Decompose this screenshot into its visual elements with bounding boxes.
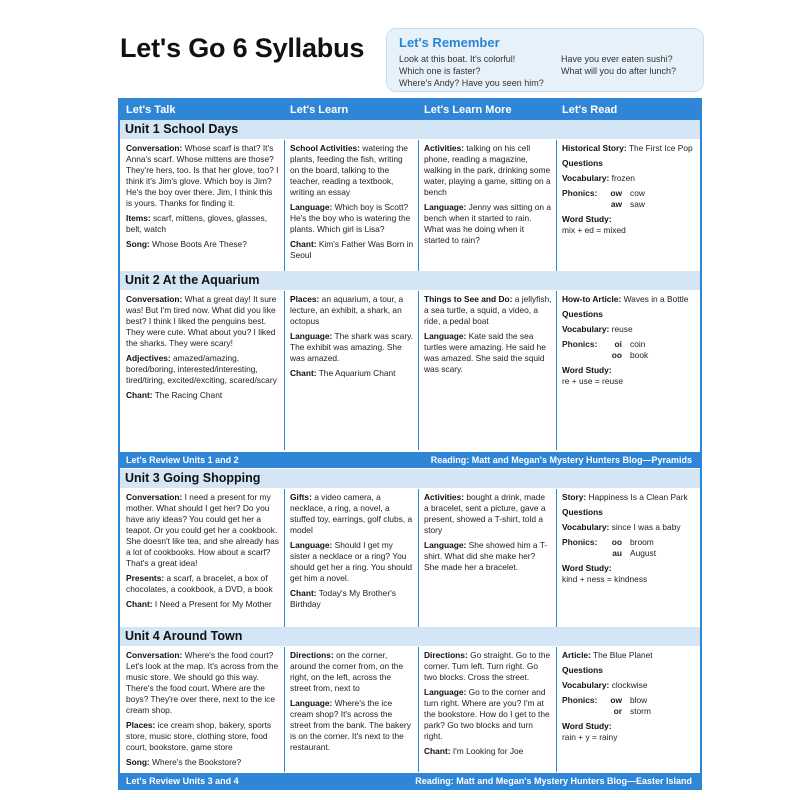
entry-text: a jellyfish, a sea turtle, a squid, a video, a ride, a pedal boat (424, 294, 552, 326)
word-study-text: mix + ed = mixed (562, 225, 626, 235)
phonics-word: cow (630, 188, 645, 198)
read-story-title: The First Ice Pop (626, 143, 693, 153)
entry-label: Conversation: (126, 492, 183, 502)
read-questions: Questions (562, 158, 603, 168)
cell-paragraph (424, 202, 552, 246)
entry-label: Chant: (126, 599, 153, 609)
phonics-sound: or (613, 706, 622, 716)
column-divider (284, 291, 285, 450)
cell-paragraph (424, 331, 552, 375)
entry-label: Activities: (424, 143, 465, 153)
read-vocabulary (562, 680, 696, 691)
entry-label: Items: (126, 213, 151, 223)
entry-text: ice cream shop, bakery, sports store, music store, clothing store, food court, bookstore, game store (126, 720, 272, 752)
cell-more (424, 492, 552, 626)
phonics-sound: au (612, 548, 622, 558)
cell-paragraph (290, 368, 414, 379)
read-phonics (562, 537, 696, 559)
entry-label: Chant: (290, 239, 317, 249)
entry-label: Chant: (290, 588, 317, 598)
remember-line: What will you do after lunch? (561, 66, 677, 76)
review-units-label: Let's Review Units 1 and 2 (126, 455, 239, 465)
cell-paragraph (126, 353, 280, 386)
lets-remember-box (386, 28, 704, 92)
column-divider (556, 489, 557, 627)
cell-paragraph (424, 540, 552, 573)
entry-text: Whose scarf is that? It's Anna's scarf. Whose mittens are those? They're hers, too. Is that her glove, too? I think it's Jim's glove. Which boy is Jim? He's the boy over there. Jim, I think this is yours. Thanks for finding it. (126, 143, 279, 208)
cell-read (562, 294, 696, 449)
review-bar (120, 773, 700, 789)
read-questions: Questions (562, 665, 603, 675)
cell-paragraph (126, 213, 280, 235)
cell-read (562, 143, 696, 270)
read-story (562, 492, 696, 503)
entry-text: She showed him a T-shirt. What did she make her? She made her a bracelet. (424, 540, 548, 572)
entry-label: Song: (126, 239, 150, 249)
entry-label: Adjectives: (126, 353, 171, 363)
phonics-word: coin (630, 339, 646, 349)
entry-text: Jenny was sitting on a bench when it started to rain. What was he doing when it started to rain? (424, 202, 552, 245)
phonics-sound: oi (614, 339, 622, 349)
cell-learn (290, 492, 414, 626)
cell-more (424, 143, 552, 270)
entry-text: scarf, mittens, gloves, glasses, belt, watch (126, 213, 268, 234)
cell-paragraph (126, 492, 280, 569)
cell-paragraph (424, 650, 552, 683)
page-title: Let's Go 6 Syllabus (120, 33, 365, 63)
read-story-label: Article: (562, 650, 591, 660)
review-units-label: Let's Review Units 3 and 4 (126, 776, 239, 786)
entry-label: Gifts: (290, 492, 312, 502)
cell-learn (290, 143, 414, 270)
cell-learn (290, 294, 414, 449)
phonics-label (562, 548, 604, 559)
entry-label: Conversation: (126, 294, 183, 304)
cell-more (424, 650, 552, 771)
entry-text: Where's the food court? Let's look at the map. It's across from the music store. We should go this way. There's the food court. Where are the boys? They're over there, next to the ice cream shop. (126, 650, 279, 715)
lets-remember-heading: Let's Remember (399, 35, 500, 50)
cell-paragraph (290, 698, 414, 753)
phonics-word: saw (630, 199, 645, 209)
cell-talk (126, 650, 280, 771)
unit-title-bar: Unit 1 School Days (120, 120, 700, 139)
word-study-label: Word Study: (562, 214, 612, 224)
cell-paragraph (424, 746, 552, 757)
cell-paragraph (424, 143, 552, 198)
cell-paragraph (126, 720, 280, 753)
entry-label: Activities: (424, 492, 465, 502)
entry-text: The Racing Chant (152, 390, 223, 400)
vocabulary-text: clockwise (609, 680, 648, 690)
read-phonics (562, 188, 696, 210)
phonics-row (562, 548, 696, 559)
phonics-word: broom (630, 537, 654, 547)
cell-paragraph (126, 239, 280, 250)
entry-text: an aquarium, a tour, a lecture, an exhibit, a shark, an octopus (290, 294, 404, 326)
vocabulary-text: frozen (609, 173, 635, 183)
entry-text: a video camera, a necklace, a ring, a novel, a stuffed toy, earrings, golf clubs, a model (290, 492, 413, 535)
entry-label: Directions: (424, 650, 468, 660)
entry-text: amazed/amazing, bored/boring, interested/interesting, tired/tiring, excited/exciting, scared/scary (126, 353, 277, 385)
entry-label: Things to See and Do: (424, 294, 513, 304)
entry-text: I need a present for my mother. What should I get her? Do you have any ideas? You could get her a teapot. Or you could get her a cookbook. She doesn't like tea, and she already has a lot of cookbooks. How about a scarf? That's a great idea! (126, 492, 279, 568)
phonics-row (562, 350, 696, 361)
column-header-read: Let's Read (556, 100, 700, 120)
cell-paragraph (290, 331, 414, 364)
phonics-row (562, 199, 696, 210)
cell-paragraph (290, 650, 414, 694)
column-header-learn: Let's Learn (284, 100, 418, 120)
entry-label: Chant: (290, 368, 317, 378)
syllabus-table (118, 98, 702, 790)
vocabulary-label: Vocabulary: (562, 173, 610, 183)
cell-paragraph (424, 294, 552, 327)
entry-label: Chant: (424, 746, 451, 756)
phonics-row (562, 339, 696, 350)
read-story-title: Happiness Is a Clean Park (586, 492, 688, 502)
phonics-label: Phonics: (562, 537, 598, 547)
cell-talk (126, 143, 280, 270)
cell-paragraph (290, 540, 414, 584)
review-reading-label: Reading: Matt and Megan's Mystery Hunters Blog—Easter Island (415, 776, 692, 786)
entry-text: a scarf, a bracelet, a box of chocolates, a cookbook, a DVD, a book (126, 573, 273, 594)
read-phonics (562, 339, 696, 361)
entry-label: Presents: (126, 573, 165, 583)
cell-paragraph (290, 143, 414, 198)
column-header-learn-more: Let's Learn More (418, 100, 556, 120)
read-story-label: Story: (562, 492, 587, 502)
entry-text: Kate said the sea turtles were amazing. He said he was amazed. She said the squid was scary. (424, 331, 546, 374)
entry-text: watering the plants, feeding the fish, writing on the board, talking to the teacher, reading a textbook, writing an essay (290, 143, 408, 197)
cell-more (424, 294, 552, 449)
phonics-row (562, 188, 696, 199)
column-divider (418, 291, 419, 450)
phonics-word: blow (630, 695, 648, 705)
phonics-label: Phonics: (562, 695, 598, 705)
vocabulary-label: Vocabulary: (562, 522, 610, 532)
phonics-sound: ow (610, 695, 622, 705)
column-divider (284, 489, 285, 627)
column-divider (418, 140, 419, 271)
cell-learn (290, 650, 414, 771)
entry-text: I Need a Present for My Mother (152, 599, 272, 609)
cell-talk (126, 294, 280, 449)
read-questions: Questions (562, 309, 603, 319)
cell-paragraph (126, 573, 280, 595)
phonics-sound: oo (611, 537, 622, 547)
column-divider (284, 647, 285, 772)
cell-paragraph (290, 294, 414, 327)
entry-text: Go to the corner and turn right. Where are you? I'm at the bookstore. How do I get to the park? Go two blocks and turn right. (424, 687, 550, 741)
entry-text: Where's the Bookstore? (149, 757, 242, 767)
read-story (562, 294, 696, 305)
entry-label: Language: (290, 698, 333, 708)
entry-label: School Activities: (290, 143, 360, 153)
vocabulary-text: reuse (609, 324, 633, 334)
entry-label: Conversation: (126, 143, 183, 153)
read-vocabulary (562, 324, 696, 335)
column-divider (556, 291, 557, 450)
entry-text: Kim's Father Was Born in Seoul (290, 239, 414, 260)
entry-label: Language: (290, 540, 333, 550)
read-story-title: Waves in a Bottle (621, 294, 689, 304)
entry-text: Today's My Brother's Birthday (290, 588, 396, 609)
phonics-word: book (630, 350, 649, 360)
cell-paragraph (126, 650, 280, 716)
phonics-row (562, 706, 696, 717)
entry-label: Language: (424, 331, 467, 341)
entry-text: Should I get my sister a necklace or a ring? You should get her a ring. You should get him a novel. (290, 540, 412, 583)
phonics-row (562, 537, 696, 548)
cell-paragraph (424, 687, 552, 742)
entry-text: Go straight. Go to the corner. Turn left. Turn right. Go two blocks. Cross the street. (424, 650, 551, 682)
entry-label: Song: (126, 757, 150, 767)
vocabulary-text: since I was a baby (609, 522, 681, 532)
word-study-text: re + use = reuse (562, 376, 623, 386)
phonics-label: Phonics: (562, 339, 598, 349)
phonics-word: August (630, 548, 657, 558)
entry-text: What a great day! It sure was! But I'm tired now. What did you like best? I think I liked the penguins best. They were cute. What about you? I liked the sharks. They were scary! (126, 294, 277, 348)
entry-label: Places: (290, 294, 320, 304)
remember-line: Look at this boat. It's colorful! (399, 54, 516, 64)
cell-paragraph (290, 202, 414, 235)
entry-text: on the corner, around the corner from, on the right, on the left, across the street from, next to (290, 650, 404, 693)
cell-talk (126, 492, 280, 626)
cell-paragraph (126, 757, 280, 768)
cell-paragraph (126, 599, 280, 610)
phonics-sound: aw (610, 199, 622, 209)
read-story-title: The Blue Planet (590, 650, 653, 660)
entry-label: Language: (424, 202, 467, 212)
word-study-label: Word Study: (562, 721, 612, 731)
entry-label: Conversation: (126, 650, 183, 660)
remember-right-column (561, 53, 676, 77)
entry-label: Directions: (290, 650, 334, 660)
read-story-label: Historical Story: (562, 143, 627, 153)
read-vocabulary (562, 522, 696, 533)
column-divider (418, 647, 419, 772)
unit-title-bar: Unit 2 At the Aquarium (120, 271, 700, 290)
read-vocabulary (562, 173, 696, 184)
entry-text: Which boy is Scott? He's the boy who is watering the plants. Which girl is Lisa? (290, 202, 411, 234)
column-divider (556, 140, 557, 271)
entry-label: Language: (424, 540, 467, 550)
entry-text: Whose Boots Are These? (149, 239, 247, 249)
column-divider (556, 647, 557, 772)
review-reading-label: Reading: Matt and Megan's Mystery Hunters Blog—Pyramids (430, 455, 692, 465)
vocabulary-label: Vocabulary: (562, 680, 610, 690)
cell-paragraph (424, 492, 552, 536)
entry-label: Language: (424, 687, 467, 697)
entry-text: Where's the ice cream shop? It's across the street from the bank. The bakery is on the corner. It's next to the restaurant. (290, 698, 411, 752)
phonics-label (562, 199, 604, 210)
entry-label: Places: (126, 720, 156, 730)
entry-label: Chant: (126, 390, 153, 400)
phonics-label: Phonics: (562, 188, 598, 198)
entry-text: The Aquarium Chant (316, 368, 396, 378)
read-phonics (562, 695, 696, 717)
read-story (562, 650, 696, 661)
column-divider (284, 140, 285, 271)
word-study-label: Word Study: (562, 365, 612, 375)
read-story-label: How-to Article: (562, 294, 622, 304)
word-study-label: Word Study: (562, 563, 612, 573)
read-questions: Questions (562, 507, 603, 517)
phonics-sound: ow (610, 188, 622, 198)
remember-line: Where's Andy? Have you seen him? (399, 78, 544, 88)
phonics-row (562, 695, 696, 706)
cell-paragraph (290, 588, 414, 610)
entry-text: bought a drink, made a bracelet, sent a picture, gave a present, showed a T-shirt, told a story (424, 492, 546, 535)
unit-title-bar: Unit 3 Going Shopping (120, 469, 700, 488)
phonics-label (562, 706, 604, 717)
phonics-word: storm (630, 706, 651, 716)
word-study-text: kind + ness = kindness (562, 574, 648, 584)
remember-left-column (399, 53, 544, 89)
column-divider (418, 489, 419, 627)
cell-paragraph (290, 492, 414, 536)
entry-label: Language: (290, 331, 333, 341)
word-study-text: rain + y = rainy (562, 732, 618, 742)
cell-read (562, 650, 696, 771)
cell-paragraph (126, 390, 280, 401)
cell-paragraph (290, 239, 414, 261)
entry-text: I'm Looking for Joe (450, 746, 524, 756)
vocabulary-label: Vocabulary: (562, 324, 610, 334)
entry-text: talking on his cell phone, reading a magazine, walking in the park, drinking some water, playing a game, sitting on a bench (424, 143, 551, 197)
column-header-talk: Let's Talk (120, 100, 284, 120)
remember-line: Have you ever eaten sushi? (561, 54, 673, 64)
review-bar (120, 452, 700, 468)
phonics-sound: oo (611, 350, 622, 360)
unit-title-bar: Unit 4 Around Town (120, 627, 700, 646)
entry-label: Language: (290, 202, 333, 212)
remember-line: Which one is faster? (399, 66, 481, 76)
cell-paragraph (126, 143, 280, 209)
entry-text: The shark was scary. The exhibit was amazing. She was amazed. (290, 331, 414, 363)
cell-read (562, 492, 696, 626)
cell-paragraph (126, 294, 280, 349)
syllabus-page (118, 28, 702, 792)
phonics-label (562, 350, 604, 361)
read-story (562, 143, 696, 154)
